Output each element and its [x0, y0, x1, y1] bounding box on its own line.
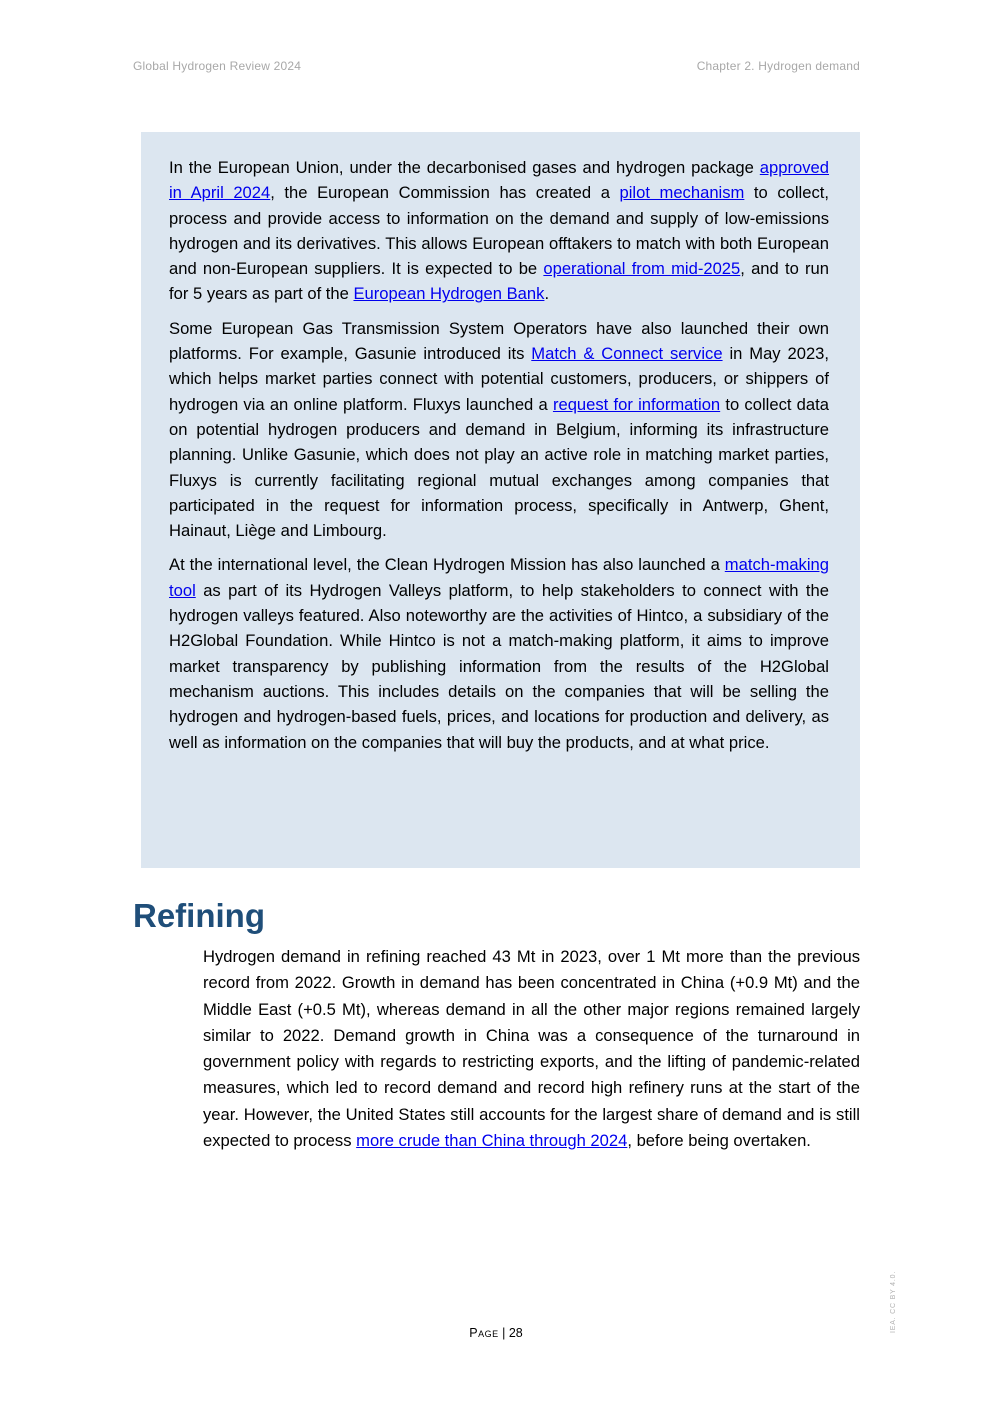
link-approved-april-2024[interactable]: approved in April 2024 — [169, 158, 829, 203]
page-separator: | — [498, 1326, 509, 1340]
text-span: , the European Commission has created a — [270, 183, 620, 203]
box-paragraph-1 — [169, 155, 829, 307]
section-title: Refining — [133, 897, 265, 934]
text-span: Hydrogen demand in refining reached 43 Mt in 2023, over 1 Mt more than the previous record from 2022. Growth in demand has been concentrated in China (+0.9 Mt) and the Middle East (+0.5 Mt), whereas demand in all the other major regions remained largely similar to 2022. Demand growth in China was a consequence of the turnaround in government policy with regards to restricting exports, and the lifting of pandemic-related measures, which led to record demand and record high refinery runs at the start of the year. However, the United States still accounts for the largest share of demand and is still expected to process — [203, 947, 860, 1151]
box-paragraph-3 — [169, 552, 829, 754]
text-span: , before being overtaken. — [627, 1131, 811, 1151]
text-span: in May 2023, which helps market parties connect with potential customers, producers, or shippers of hydrogen via an online platform. Fluxys launched a — [169, 344, 830, 414]
text-span: . — [544, 284, 550, 304]
info-box — [141, 132, 860, 868]
text-span: to collect, process and provide access to information on the demand and supply of low-emissions hydrogen and its derivatives. This allows European offtakers to match with both European and non-European suppliers. It is expected to be — [169, 183, 829, 279]
license-note: IEA. CC BY 4.0. — [890, 1270, 897, 1333]
refining-paragraph — [203, 944, 860, 1154]
page-label: Page — [469, 1326, 499, 1340]
text-span: Some European Gas Transmission System Operators have also launched their own platforms. For example, Gasunie introduced its — [169, 318, 829, 364]
link-pilot-mechanism[interactable]: pilot mechanism — [619, 183, 745, 203]
link-request-for-information[interactable]: request for information — [552, 394, 721, 414]
page-footer — [0, 1326, 992, 1340]
link-match-making-tool[interactable]: match-making tool — [169, 555, 829, 600]
text-span: to collect data on potential hydrogen producers and demand in Belgium, informing its infrastructure planning. Unlike Gasunie, which does not play an active role in matching market parties, Fluxys is currently facilitating regional mutual exchanges among companies that participated in the request for information process, specifically in Antwerp, Ghent, Hainaut, Liège and Limbourg. — [169, 394, 829, 541]
text-span: In the European Union, under the decarbonised gases and hydrogen package — [169, 158, 760, 177]
text-span: At the international level, the Clean Hydrogen Mission has also launched a — [169, 555, 725, 575]
text-span: , and to run for 5 years as part of the — [169, 259, 829, 304]
page-number: 28 — [508, 1326, 523, 1340]
text-span: as part of its Hydrogen Valleys platform, to help stakeholders to connect with the hydrogen valleys featured. Also noteworthy are the activities of Hintco, a subsidiary of the H2Global Foundation. While Hintco is not a match-making platform, it aims to improve market transparency by publishing information from the results of the H2Global mechanism auctions. This includes details on the companies that will be selling the hydrogen and hydrogen-based fuels, prices, and locations for production and delivery, as well as information on the companies that will buy the products, and at what price. — [169, 580, 829, 752]
link-match-connect-service[interactable]: Match & Connect service — [531, 344, 723, 364]
link-operational-mid-2025[interactable]: operational from mid-2025 — [543, 259, 741, 279]
link-european-hydrogen-bank[interactable]: European Hydrogen Bank — [353, 284, 545, 304]
box-paragraph-2 — [169, 316, 829, 544]
running-header-chapter: Chapter 2. Hydrogen demand — [696, 59, 860, 73]
link-more-crude-than-china[interactable]: more crude than China through 2024 — [356, 1131, 628, 1151]
running-header-title: Global Hydrogen Review 2024 — [133, 59, 302, 73]
